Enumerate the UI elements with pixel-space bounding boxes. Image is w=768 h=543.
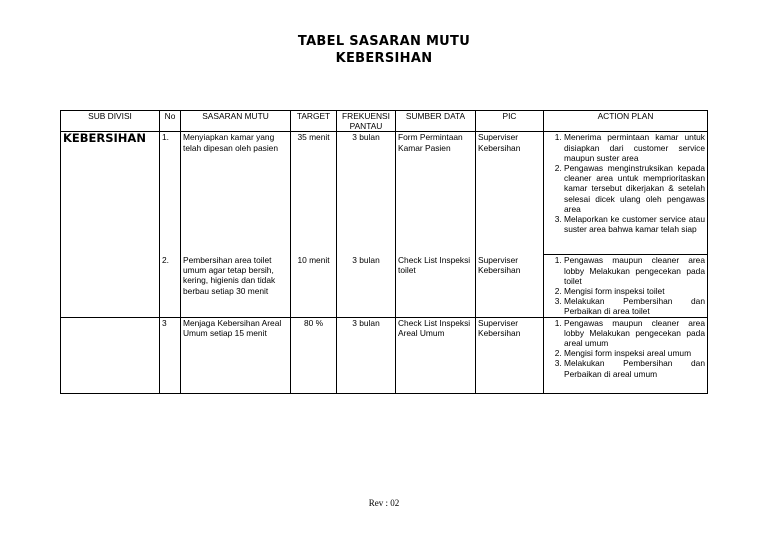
target-cell: 35 menit <box>291 132 337 255</box>
target-cell: 80 % <box>291 317 337 393</box>
action-plan-list <box>546 318 705 379</box>
sumber-data-cell: Check List Inspeksi Areal Umum <box>396 317 476 393</box>
header-sub-divisi: SUB DIVISI <box>61 111 160 132</box>
action-item: 3. Melaporkan ke customer service atau suster area bahwa kamar telah siap <box>564 214 705 234</box>
pic-cell: Superviser Kebersihan <box>476 317 544 393</box>
sub-divisi-cell: KEBERSIHAN <box>61 132 160 255</box>
row-number: 1. <box>160 132 181 255</box>
document-title: TABEL SASARAN MUTU <box>297 34 471 49</box>
target-cell: 10 menit <box>291 255 337 317</box>
row-number: 2. <box>160 255 181 317</box>
action-item: 3. Melakukan Pembersihan dan Perbaikan di area toilet <box>564 296 705 316</box>
sub-divisi-cell-continued <box>61 255 160 317</box>
table-row <box>61 317 708 393</box>
row-number: 3 <box>160 317 181 393</box>
table-row <box>61 132 708 255</box>
table-header-row <box>61 111 708 132</box>
sub-divisi-cell-empty <box>61 317 160 393</box>
frekuensi-cell: 3 bulan <box>337 317 396 393</box>
frekuensi-cell: 3 bulan <box>337 255 396 317</box>
sasaran-cell: Menjaga Kebersihan Areal Umum setiap 15 menit <box>181 317 291 393</box>
header-pic: PIC <box>476 111 544 132</box>
action-item: 2. Mengisi form inspeksi areal umum <box>564 348 705 358</box>
header-target: TARGET <box>291 111 337 132</box>
header-frekuensi: FREKUENSI PANTAU <box>337 111 396 132</box>
sasaran-cell: Pembersihan area toilet umum agar tetap bersih, kering, higienis dan tidak berbau setiap 30 menit <box>181 255 291 317</box>
action-plan-cell <box>544 317 708 393</box>
action-item: 1. Menerima permintaan kamar untuk disiapkan dari customer service maupun suster area <box>564 132 705 163</box>
header-sasaran-mutu: SASARAN MUTU <box>181 111 291 132</box>
action-item: 2. Pengawas menginstruksikan kepada cleaner area untuk memprioritaskan kamar tersebut dikerjakan & setelah selesai dicek ulang oleh pengawas area <box>564 163 705 214</box>
header-sumber-data: SUMBER DATA <box>396 111 476 132</box>
action-plan-cell <box>544 132 708 255</box>
table-row <box>61 255 708 317</box>
pic-cell: Superviser Kebersihan <box>476 255 544 317</box>
header-action-plan: ACTION PLAN <box>544 111 708 132</box>
action-plan-cell <box>544 255 708 317</box>
action-item: 1. Pengawas maupun cleaner area lobby Melakukan pengecekan pada areal umum <box>564 318 705 349</box>
action-plan-list <box>546 255 705 316</box>
header-no: No <box>160 111 181 132</box>
sumber-data-cell: Check List Inspeksi toilet <box>396 255 476 317</box>
pic-cell: Superviser Kebersihan <box>476 132 544 255</box>
action-plan-list <box>546 132 705 234</box>
action-item: 3. Melakukan Pembersihan dan Perbaikan di areal umum <box>564 358 705 378</box>
revision-footer: Rev : 02 <box>368 498 400 508</box>
sasaran-cell: Menyiapkan kamar yang telah dipesan oleh pasien <box>181 132 291 255</box>
quality-target-table <box>60 110 708 394</box>
document-subtitle: KEBERSIHAN <box>335 51 433 66</box>
action-item: 1. Pengawas maupun cleaner area lobby Melakukan pengecekan pada toilet <box>564 255 705 286</box>
action-item: 2. Mengisi form inspeksi toilet <box>564 286 705 296</box>
sumber-data-cell: Form Permintaan Kamar Pasien <box>396 132 476 255</box>
frekuensi-cell: 3 bulan <box>337 132 396 255</box>
